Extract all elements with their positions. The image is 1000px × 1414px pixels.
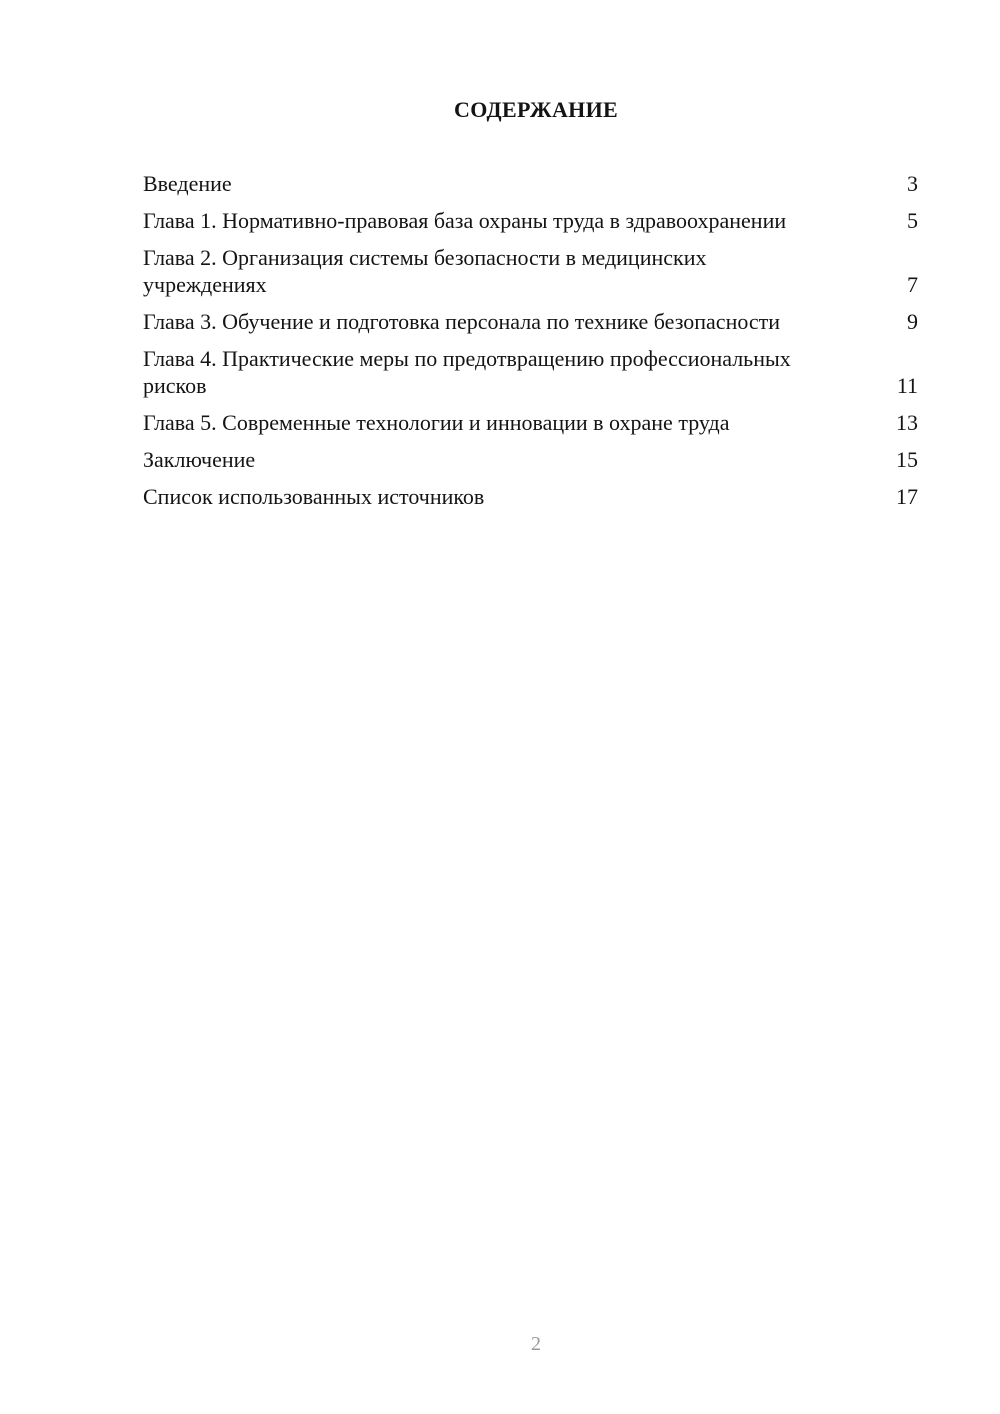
toc-entry — [143, 170, 918, 197]
toc-entry-page: 7 — [907, 272, 918, 297]
toc-entry-page: 3 — [907, 171, 918, 196]
document-title: СОДЕРЖАНИЕ — [454, 97, 618, 122]
table-of-contents — [143, 170, 918, 520]
toc-entry-page: 15 — [896, 447, 918, 472]
toc-entry — [143, 345, 918, 399]
toc-entry-title: Глава 4. Практические меры по предотвращению профессиональных рисков — [143, 346, 791, 398]
toc-entry-title: Глава 5. Современные технологии и инновации в охране труда — [143, 410, 730, 435]
toc-entry-page: 17 — [896, 484, 918, 509]
toc-entry-page: 5 — [907, 208, 918, 233]
toc-entry-page: 9 — [907, 309, 918, 334]
toc-entry — [143, 207, 918, 234]
toc-entry-title: Глава 1. Нормативно-правовая база охраны труда в здравоохранении — [143, 208, 787, 233]
toc-entry-title: Введение — [143, 171, 232, 196]
toc-entry-title: Глава 2. Организация системы безопасности в медицинских учреждениях — [143, 245, 707, 297]
toc-entry-title: Список использованных источников — [143, 484, 485, 509]
toc-entry-page: 13 — [896, 410, 918, 435]
toc-entry-page: 11 — [896, 373, 918, 398]
toc-entry-title: Заключение — [143, 447, 256, 472]
toc-entry-title: Глава 3. Обучение и подготовка персонала по технике безопасности — [143, 309, 781, 334]
toc-entry — [143, 244, 918, 298]
toc-entry — [143, 446, 918, 473]
page-number: 2 — [531, 1333, 541, 1355]
toc-entry — [143, 409, 918, 436]
toc-entry — [143, 308, 918, 335]
toc-entry — [143, 483, 918, 510]
